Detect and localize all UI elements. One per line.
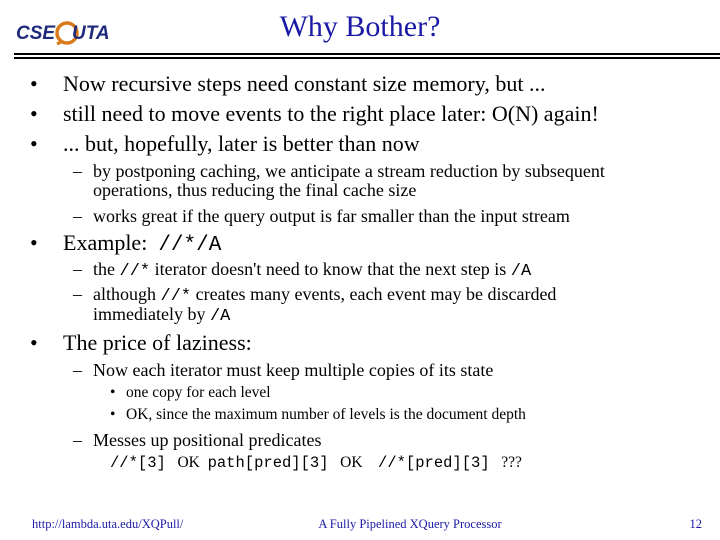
logo-text-cse: CSE (16, 23, 56, 44)
slide-title: Why Bother? (279, 10, 441, 43)
title-rule-bottom (14, 57, 720, 59)
title-rule-top (14, 53, 720, 55)
footer-title: A Fully Pipelined XQuery Processor (318, 517, 502, 531)
example-query: //*/A (158, 234, 222, 257)
footer-url: http://lambda.uta.edu/XQPull/ (32, 517, 184, 531)
page-number: 12 (689, 517, 702, 531)
predicate-examples: //*[3] OK path[pred][3] OK //*[pred][3] ??? (110, 454, 522, 472)
logo-text-uta: UTA (72, 23, 110, 44)
